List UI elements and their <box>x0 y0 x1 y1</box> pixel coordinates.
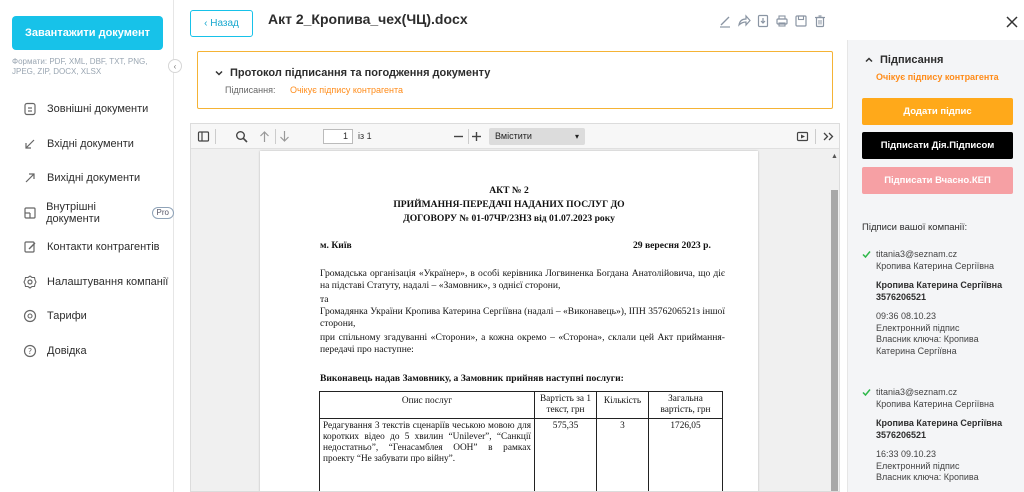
divider <box>815 129 816 144</box>
protocol-title: Протокол підписання та погодження документу <box>230 67 491 79</box>
incoming-arrow-icon <box>22 136 38 152</box>
signature-entry <box>862 387 1020 484</box>
external-docs-icon <box>22 101 38 117</box>
divider <box>215 129 216 144</box>
sidebar-item-outgoing-docs[interactable] <box>0 161 174 196</box>
divider <box>275 129 276 144</box>
chevron-down-icon: ▾ <box>574 132 579 141</box>
more-tools-icon[interactable] <box>822 130 835 143</box>
check-icon <box>862 250 871 259</box>
signature-time: 16:33 09.10.23 <box>876 449 937 459</box>
scroll-up-icon[interactable]: ▲ <box>831 153 838 160</box>
signer-full-id: Кропива Катерина Сергіївна 3576206521 <box>876 280 1003 302</box>
table-cell: 575,35 <box>535 419 597 492</box>
zoom-out-icon[interactable] <box>452 130 465 143</box>
sign-kep-button[interactable]: Підписати Вчасно.КЕП <box>862 167 1013 194</box>
paragraph-customer: Громадська організація «Українер», в особі керівника Логвиненка Богдана Анатолійовича, що діє на підставі Статуту, надалі – «Замовник», з однієї сторони, <box>320 268 725 291</box>
act-subheading: ПРИЙМАННЯ-ПЕРЕДАЧІ НАДАНИХ ПОСЛУГ ДО <box>393 199 625 210</box>
table-cell: Редагування 3 текстів сценаріїв чеською мовою для коротких відео до 5 хвилин “Unilever”, “Санкції недостатньо”, “Генасамблея ООН” в рамках проекту “Не забувати про війну”. <box>320 419 535 492</box>
key-owner: Власник ключа: Кропива <box>876 472 979 482</box>
document-title: Акт 2_Кропива_чех(ЧЦ).docx <box>268 11 468 27</box>
table-header-cell: Опис послуг <box>320 392 535 419</box>
signing-panel <box>847 40 1024 492</box>
viewer-scrollbar[interactable] <box>830 150 839 492</box>
trash-icon[interactable] <box>813 14 827 28</box>
download-icon[interactable] <box>756 14 770 28</box>
table-cell: 3 <box>597 419 649 492</box>
page-number-input[interactable]: 1 <box>323 129 353 144</box>
signature-entry <box>862 249 1020 357</box>
search-icon[interactable] <box>235 130 248 143</box>
sign-diia-button[interactable]: Підписати Дія.Підписом <box>862 132 1013 159</box>
sidebar-item-label: Вхідні документи <box>47 137 134 150</box>
services-section-title: Виконавець надав Замовнику, а Замовник прийняв наступні послуги: <box>320 373 624 384</box>
paragraph-and: та <box>320 294 329 305</box>
key-owner: Власник ключа: Кропива Катерина Сергіївна <box>876 334 979 356</box>
chevron-down-icon <box>214 68 224 78</box>
paragraph-parties: при спільному згадуванні «Сторони», а кожна окремо – «Сторона», склали цей Акт приймання-передачі про наступне: <box>320 332 725 355</box>
contract-reference: ДОГОВОРУ № 01-07ЧР/23НЗ від 01.07.2023 року <box>403 213 615 224</box>
signing-status: Очікує підпису контрагента <box>289 85 404 95</box>
back-button[interactable]: ‹ Назад <box>190 10 253 37</box>
signer-email: titania3@seznam.cz <box>876 387 958 397</box>
table-cell: 1726,05 <box>649 419 723 492</box>
document-city: м. Київ <box>320 240 352 251</box>
page-count: із 1 <box>358 131 372 141</box>
arrow-down-icon[interactable] <box>278 130 291 143</box>
sidebar-item-tariffs[interactable] <box>0 299 174 334</box>
signing-protocol-panel <box>197 51 833 109</box>
services-table <box>319 391 723 492</box>
act-heading: АКТ № 2 <box>489 185 529 196</box>
signer-email: titania3@seznam.cz <box>876 249 958 259</box>
outgoing-arrow-icon <box>22 170 38 186</box>
chevron-up-icon <box>864 55 874 65</box>
sidebar-item-incoming-docs[interactable] <box>0 127 174 162</box>
table-row <box>320 419 723 492</box>
document-viewer <box>190 123 840 492</box>
pro-badge: Pro <box>152 207 174 219</box>
signature-type: Електронний підпис <box>876 460 960 471</box>
sidebar-nav <box>0 92 174 368</box>
internal-docs-icon <box>22 205 37 221</box>
help-icon <box>22 343 38 359</box>
table-header-cell: Загальна вартість, грн <box>649 392 723 419</box>
sidebar <box>0 0 174 492</box>
signer-name: Кропива Катерина Сергіївна <box>876 260 994 271</box>
collapse-sidebar-button[interactable]: ‹ <box>168 59 182 73</box>
table-header-cell: Вартість за 1 текст, грн <box>535 392 597 419</box>
zoom-select-value: Вмістити <box>495 131 532 141</box>
tariff-icon <box>22 308 38 324</box>
sidebar-item-contacts[interactable] <box>0 230 174 265</box>
company-signatures-heading: Підписи вашої компанії: <box>862 222 968 233</box>
signature-type: Електронний підпис <box>876 322 960 333</box>
paragraph-contractor: Громадянка України Кропива Катерина Сергіївна (надалі – «Виконавець»), ІПН 3576206521з іншої сторони, <box>320 306 725 329</box>
signature-email-row <box>862 249 1020 261</box>
upload-document-button[interactable]: Завантажити документ <box>12 16 163 50</box>
signing-label: Підписання: <box>225 85 276 95</box>
signing-panel-toggle[interactable] <box>864 54 943 66</box>
sidebar-item-label: Контакти контрагентів <box>47 241 160 254</box>
sidebar-item-label: Налаштування компанії <box>47 275 169 288</box>
gear-icon <box>22 274 38 290</box>
protocol-signing-row <box>225 85 403 95</box>
table-header-cell: Кількість <box>597 392 649 419</box>
signature-time: 09:36 08.10.23 <box>876 311 937 321</box>
zoom-select[interactable] <box>489 128 585 145</box>
viewer-toolbar <box>191 124 839 149</box>
check-icon <box>862 388 871 397</box>
scrollbar-thumb[interactable] <box>831 190 838 492</box>
sidebar-item-label: Тарифи <box>47 310 87 323</box>
document-toolbar <box>718 14 827 28</box>
signer-name: Кропива Катерина Сергіївна <box>876 398 994 409</box>
signing-panel-title: Підписання <box>880 54 944 66</box>
share-icon[interactable] <box>737 14 751 28</box>
sidebar-item-help[interactable] <box>0 334 174 369</box>
sidebar-item-internal-docs[interactable] <box>0 196 174 231</box>
close-icon[interactable] <box>1004 14 1020 30</box>
save-icon[interactable] <box>794 14 808 28</box>
sidebar-item-label: Довідка <box>47 344 87 357</box>
signer-full-id: Кропива Катерина Сергіївна 3576206521 <box>876 418 1003 440</box>
signing-panel-status: Очікує підпису контрагента <box>876 72 999 82</box>
contacts-edit-icon <box>22 239 38 255</box>
zoom-in-icon[interactable] <box>470 130 483 143</box>
presentation-mode-icon[interactable] <box>796 130 809 143</box>
sidebar-toggle-icon[interactable] <box>197 130 210 143</box>
supported-formats-text: Формати: PDF, XML, DBF, TXT, PNG, JPEG, ZIP, DOCX, XLSX <box>12 57 148 76</box>
document-date: 29 вересня 2023 р. <box>633 240 711 251</box>
arrow-up-icon[interactable] <box>258 130 271 143</box>
sidebar-item-label: Внутрішні документи <box>46 200 100 225</box>
document-page <box>260 151 758 492</box>
table-header-row <box>320 392 723 419</box>
add-signature-button[interactable]: Додати підпис <box>862 98 1013 125</box>
sidebar-item-external-docs[interactable] <box>0 92 174 127</box>
protocol-toggle[interactable] <box>214 67 490 79</box>
sidebar-item-company-settings[interactable] <box>0 265 174 300</box>
svg-text:?: ? <box>27 346 33 356</box>
edit-icon[interactable] <box>718 14 732 28</box>
sidebar-item-label: Зовнішні документи <box>47 103 149 116</box>
signature-email-row <box>862 387 1020 399</box>
sidebar-item-label: Вихідні документи <box>47 172 141 185</box>
divider <box>468 129 469 144</box>
print-icon[interactable] <box>775 14 789 28</box>
